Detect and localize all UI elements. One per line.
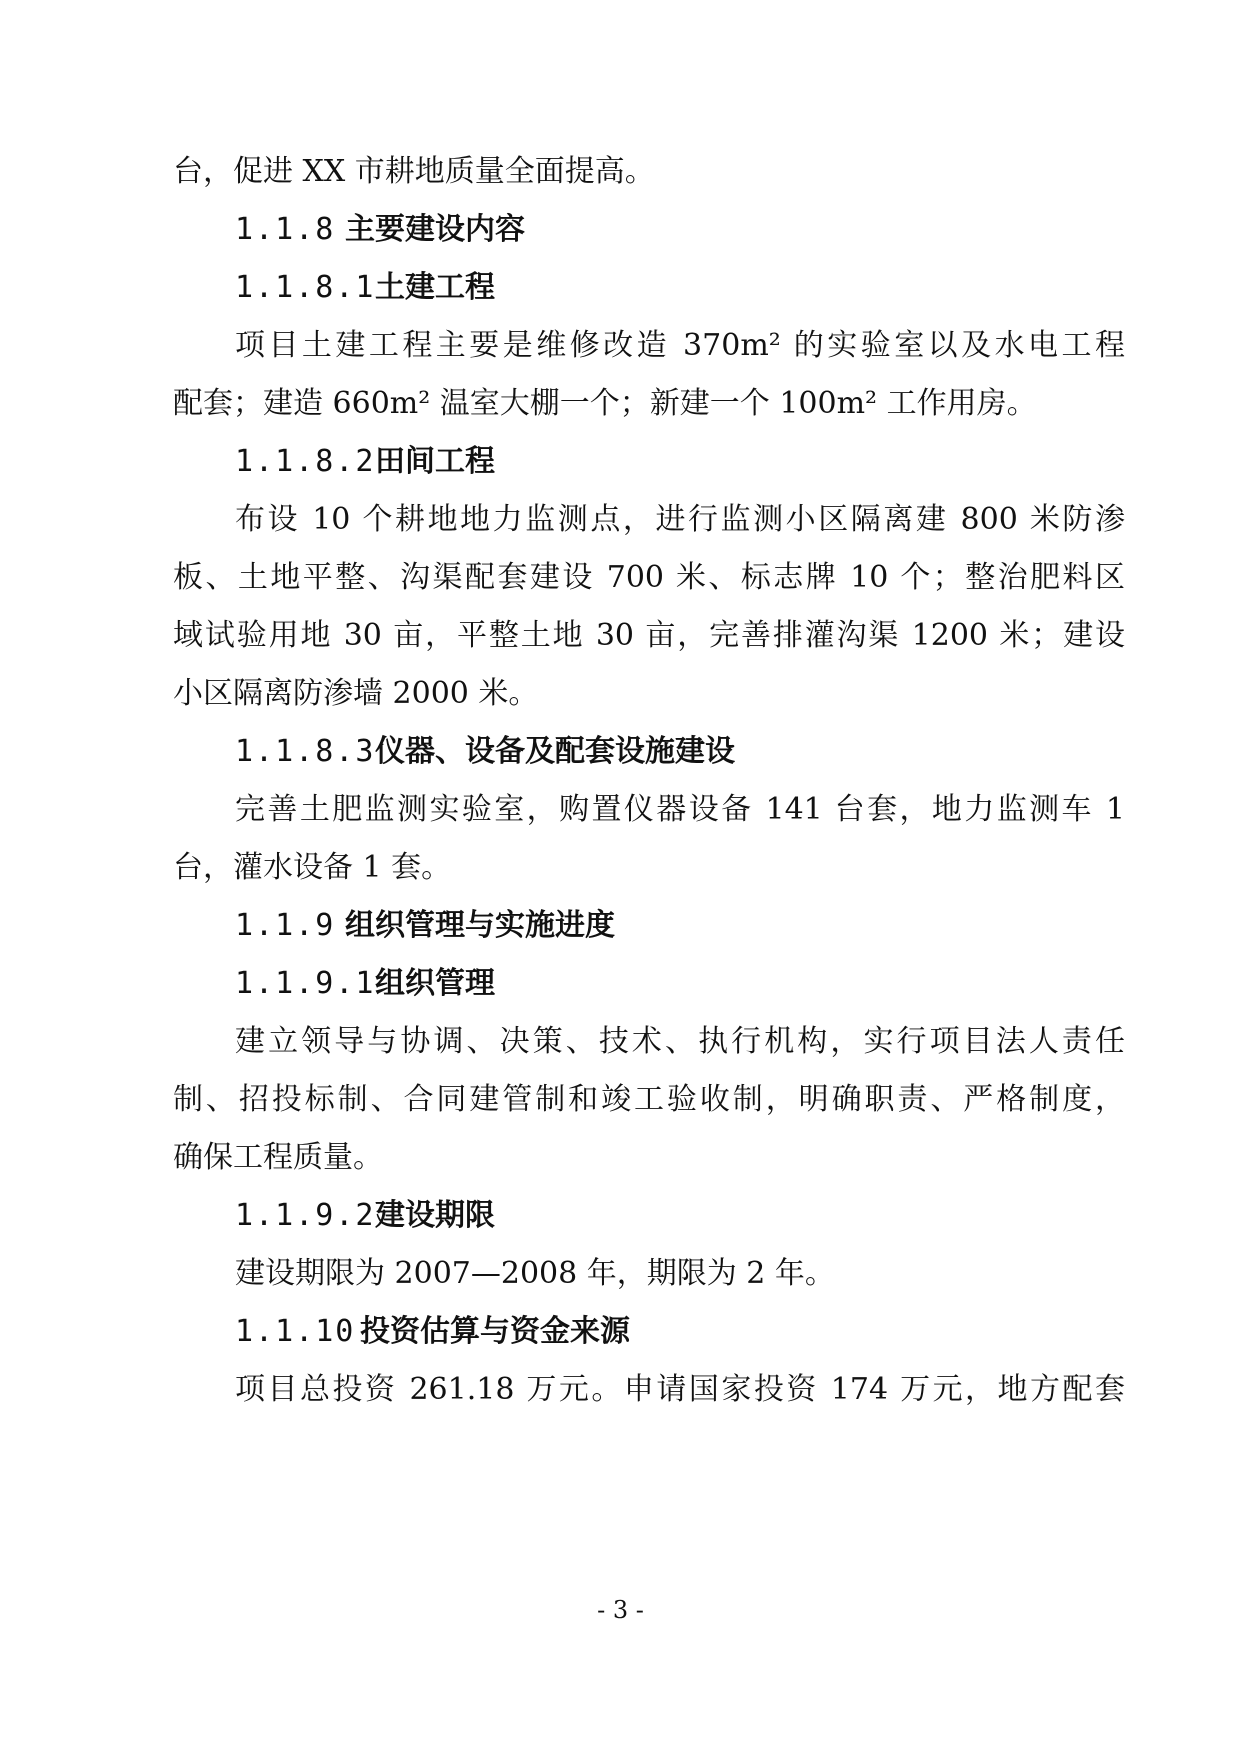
section-heading-1-1-10 bbox=[235, 1312, 630, 1352]
section-title: 投资估算与资金来源 bbox=[360, 1314, 630, 1349]
paragraph-line: 台，灌水设备 1 套。 bbox=[173, 850, 452, 885]
paragraph-line: 项目总投资 261.18 万元。申请国家投资 174 万元，地方配套 bbox=[235, 1372, 1125, 1407]
section-heading-1-1-8-3 bbox=[235, 732, 735, 772]
section-number: 1.1.8.1 bbox=[235, 270, 376, 305]
section-heading-1-1-9 bbox=[235, 906, 615, 946]
section-title: 田间工程 bbox=[375, 444, 495, 479]
section-title: 建设期限 bbox=[375, 1198, 495, 1233]
section-title: 土建工程 bbox=[375, 270, 495, 305]
section-title: 仪器、设备及配套设施建设 bbox=[375, 734, 735, 769]
page-number: - 3 - bbox=[597, 1596, 644, 1624]
section-heading-1-1-8-1 bbox=[235, 268, 495, 308]
paragraph-line: 布设 10 个耕地地力监测点，进行监测小区隔离建 800 米防渗 bbox=[235, 502, 1125, 537]
paragraph-line: 建立领导与协调、决策、技术、执行机构，实行项目法人责任 bbox=[235, 1024, 1125, 1059]
section-heading-1-1-9-1 bbox=[235, 964, 495, 1004]
paragraph-line: 制、招投标制、合同建管制和竣工验收制，明确职责、严格制度， bbox=[173, 1082, 1125, 1117]
paragraph-line: 板、土地平整、沟渠配套建设 700 米、标志牌 10 个；整治肥料区 bbox=[173, 560, 1125, 595]
paragraph-line: 确保工程质量。 bbox=[173, 1140, 383, 1175]
section-title: 组织管理 bbox=[375, 966, 495, 1001]
paragraph-line: 完善土肥监测实验室，购置仪器设备 141 台套，地力监测车 1 bbox=[235, 792, 1125, 827]
paragraph-line: 配套；建造 660m² 温室大棚一个；新建一个 100m² 工作用房。 bbox=[173, 386, 1037, 421]
section-number: 1.1.8.2 bbox=[235, 444, 376, 479]
section-heading-1-1-9-2 bbox=[235, 1196, 495, 1236]
section-number: 1.1.8.3 bbox=[235, 734, 376, 769]
paragraph-line: 小区隔离防渗墙 2000 米。 bbox=[173, 676, 539, 711]
section-number: 1.1.9.1 bbox=[235, 966, 376, 1001]
paragraph-line: 台，促进 XX 市耕地质量全面提高。 bbox=[173, 154, 655, 189]
section-number: 1.1.8 bbox=[235, 212, 336, 247]
section-heading-1-1-8-2 bbox=[235, 442, 495, 482]
section-number: 1.1.10 bbox=[235, 1314, 356, 1349]
paragraph-line: 域试验用地 30 亩，平整土地 30 亩，完善排灌沟渠 1200 米；建设 bbox=[173, 618, 1125, 653]
section-title: 组织管理与实施进度 bbox=[345, 908, 615, 943]
section-number: 1.1.9 bbox=[235, 908, 336, 943]
section-number: 1.1.9.2 bbox=[235, 1198, 376, 1233]
section-heading-1-1-8 bbox=[235, 210, 525, 250]
paragraph-line: 项目土建工程主要是维修改造 370m² 的实验室以及水电工程 bbox=[235, 328, 1125, 363]
paragraph-line: 建设期限为 2007—2008 年，期限为 2 年。 bbox=[235, 1256, 835, 1291]
section-title: 主要建设内容 bbox=[345, 212, 525, 247]
